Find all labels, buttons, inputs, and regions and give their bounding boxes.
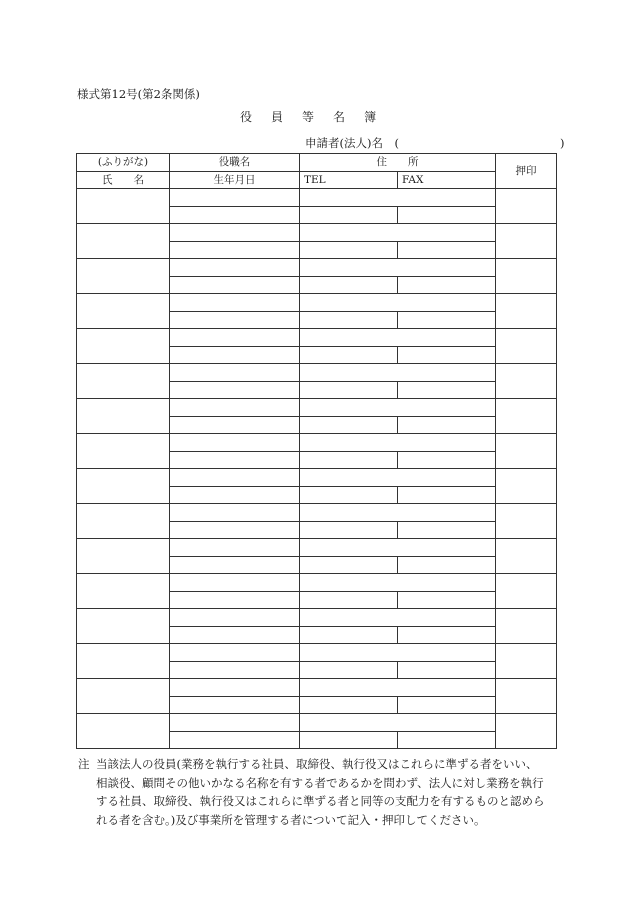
birthdate-cell[interactable]	[170, 486, 300, 504]
address-cell[interactable]	[300, 609, 496, 627]
document-title	[240, 108, 395, 125]
address-cell[interactable]	[300, 294, 496, 312]
header-name: 氏 名	[77, 171, 170, 189]
address-cell[interactable]	[300, 679, 496, 697]
fax-cell[interactable]	[398, 241, 496, 259]
birthdate-cell[interactable]	[170, 626, 300, 644]
officer-roster-table	[76, 153, 557, 749]
fax-cell[interactable]	[398, 731, 496, 749]
tel-cell[interactable]	[300, 241, 398, 259]
position-cell[interactable]	[170, 574, 300, 592]
tel-cell[interactable]	[300, 276, 398, 294]
birthdate-cell[interactable]	[170, 591, 300, 609]
address-cell[interactable]	[300, 644, 496, 662]
seal-cell[interactable]	[496, 259, 557, 294]
footnote-line: れる者を含む。)及び事業所を管理する者について記入・押印してください。	[96, 812, 486, 827]
fax-cell[interactable]	[398, 276, 496, 294]
position-cell[interactable]	[170, 294, 300, 312]
position-cell[interactable]	[170, 259, 300, 277]
fax-cell[interactable]	[398, 416, 496, 434]
fax-cell[interactable]	[398, 486, 496, 504]
seal-cell[interactable]	[496, 644, 557, 679]
fax-cell[interactable]	[398, 556, 496, 574]
birthdate-cell[interactable]	[170, 521, 300, 539]
footnote-line: 相談役、顧問その他いかなる名称を有する者であるかを問わず、法人に対し業務を執行	[96, 775, 544, 790]
fax-cell[interactable]	[398, 346, 496, 364]
furigana-name-cell[interactable]	[77, 469, 170, 504]
header-furigana: (ふりがな)	[77, 154, 170, 172]
birthdate-cell[interactable]	[170, 731, 300, 749]
birthdate-cell[interactable]	[170, 241, 300, 259]
fax-cell[interactable]	[398, 626, 496, 644]
fax-cell[interactable]	[398, 591, 496, 609]
table-row	[77, 504, 557, 522]
tel-cell[interactable]	[300, 661, 398, 679]
birthdate-cell[interactable]	[170, 451, 300, 469]
footnote-line: する社員、取締役、執行役又はこれらに準ずる者と同等の支配力を有するものと認めら	[96, 794, 545, 808]
form-number: 様式第12号(第2条関係)	[77, 87, 200, 101]
title-char: 名	[333, 110, 346, 124]
furigana-name-cell[interactable]	[77, 434, 170, 469]
seal-cell[interactable]	[496, 364, 557, 399]
table-row	[77, 364, 557, 382]
position-cell[interactable]	[170, 504, 300, 522]
furigana-name-cell[interactable]	[77, 574, 170, 609]
table-row	[77, 609, 557, 627]
birthdate-cell[interactable]	[170, 556, 300, 574]
fax-cell[interactable]	[398, 381, 496, 399]
tel-cell[interactable]	[300, 416, 398, 434]
title-char: 役	[240, 110, 253, 124]
furigana-name-cell[interactable]	[77, 259, 170, 294]
table-row	[77, 294, 557, 312]
address-cell[interactable]	[300, 364, 496, 382]
position-cell[interactable]	[170, 469, 300, 487]
tel-cell[interactable]	[300, 591, 398, 609]
tel-cell[interactable]	[300, 626, 398, 644]
tel-cell[interactable]	[300, 311, 398, 329]
address-cell[interactable]	[300, 224, 496, 242]
position-cell[interactable]	[170, 329, 300, 347]
table-row	[77, 434, 557, 452]
address-cell[interactable]	[300, 539, 496, 557]
table-row	[77, 469, 557, 487]
furigana-name-cell[interactable]	[77, 399, 170, 434]
footnote-mark: 注	[78, 757, 90, 771]
header-seal: 押印	[496, 154, 557, 189]
furigana-name-cell[interactable]	[77, 364, 170, 399]
address-cell[interactable]	[300, 399, 496, 417]
header-address: 住 所	[300, 154, 496, 172]
table-row	[77, 329, 557, 347]
fax-cell[interactable]	[398, 206, 496, 224]
address-cell[interactable]	[300, 329, 496, 347]
header-row-1	[77, 154, 557, 172]
fax-cell[interactable]	[398, 661, 496, 679]
address-cell[interactable]	[300, 189, 496, 207]
address-cell[interactable]	[300, 574, 496, 592]
tel-cell[interactable]	[300, 731, 398, 749]
applicant-name-field[interactable]: 申請者(法人)名 ( )	[305, 136, 565, 150]
birthdate-cell[interactable]	[170, 206, 300, 224]
fax-cell[interactable]	[398, 451, 496, 469]
header-position: 役職名	[170, 154, 300, 172]
address-cell[interactable]	[300, 469, 496, 487]
position-cell[interactable]	[170, 609, 300, 627]
position-cell[interactable]	[170, 644, 300, 662]
seal-cell[interactable]	[496, 329, 557, 364]
tel-cell[interactable]	[300, 346, 398, 364]
table-row	[77, 259, 557, 277]
seal-cell[interactable]	[496, 434, 557, 469]
seal-cell[interactable]	[496, 294, 557, 329]
footnote-line: 当該法人の役員(業務を執行する社員、取締役、執行役又はこれらに準ずる者をいい、	[96, 757, 538, 771]
tel-cell[interactable]	[300, 556, 398, 574]
furigana-name-cell[interactable]	[77, 224, 170, 259]
header-tel: TEL	[300, 171, 398, 189]
table-row	[77, 224, 557, 242]
furigana-name-cell[interactable]	[77, 329, 170, 364]
birthdate-cell[interactable]	[170, 416, 300, 434]
table-row	[77, 399, 557, 417]
tel-cell[interactable]	[300, 451, 398, 469]
seal-cell[interactable]	[496, 539, 557, 574]
header-fax: FAX	[398, 171, 496, 189]
position-cell[interactable]	[170, 224, 300, 242]
seal-cell[interactable]	[496, 574, 557, 609]
address-cell[interactable]	[300, 259, 496, 277]
table-row	[77, 189, 557, 207]
position-cell[interactable]	[170, 679, 300, 697]
address-cell[interactable]	[300, 434, 496, 452]
position-cell[interactable]	[170, 539, 300, 557]
furigana-name-cell[interactable]	[77, 294, 170, 329]
birthdate-cell[interactable]	[170, 311, 300, 329]
furigana-name-cell[interactable]	[77, 189, 170, 224]
birthdate-cell[interactable]	[170, 661, 300, 679]
seal-cell[interactable]	[496, 399, 557, 434]
title-char: 等	[302, 110, 315, 124]
tel-cell[interactable]	[300, 486, 398, 504]
seal-cell[interactable]	[496, 504, 557, 539]
furigana-name-cell[interactable]	[77, 609, 170, 644]
address-cell[interactable]	[300, 714, 496, 732]
table-row	[77, 714, 557, 732]
furigana-name-cell[interactable]	[77, 714, 170, 749]
position-cell[interactable]	[170, 399, 300, 417]
fax-cell[interactable]	[398, 696, 496, 714]
table-row	[77, 539, 557, 557]
header-row-2	[77, 171, 557, 189]
birthdate-cell[interactable]	[170, 696, 300, 714]
position-cell[interactable]	[170, 434, 300, 452]
birthdate-cell[interactable]	[170, 346, 300, 364]
position-cell[interactable]	[170, 714, 300, 732]
fax-cell[interactable]	[398, 311, 496, 329]
seal-cell[interactable]	[496, 189, 557, 224]
footnote	[78, 755, 564, 829]
header-birthdate: 生年月日	[170, 171, 300, 189]
fax-cell[interactable]	[398, 521, 496, 539]
furigana-name-cell[interactable]	[77, 504, 170, 539]
tel-cell[interactable]	[300, 696, 398, 714]
seal-cell[interactable]	[496, 714, 557, 749]
footnote-body	[96, 755, 564, 829]
birthdate-cell[interactable]	[170, 276, 300, 294]
furigana-name-cell[interactable]	[77, 644, 170, 679]
tel-cell[interactable]	[300, 521, 398, 539]
seal-cell[interactable]	[496, 224, 557, 259]
position-cell[interactable]	[170, 189, 300, 207]
table-row	[77, 679, 557, 697]
position-cell[interactable]	[170, 364, 300, 382]
title-char: 員	[271, 110, 284, 124]
title-char: 簿	[364, 110, 377, 124]
seal-cell[interactable]	[496, 679, 557, 714]
birthdate-cell[interactable]	[170, 381, 300, 399]
tel-cell[interactable]	[300, 206, 398, 224]
furigana-name-cell[interactable]	[77, 539, 170, 574]
tel-cell[interactable]	[300, 381, 398, 399]
furigana-name-cell[interactable]	[77, 679, 170, 714]
seal-cell[interactable]	[496, 609, 557, 644]
table-row	[77, 644, 557, 662]
table-row	[77, 574, 557, 592]
seal-cell[interactable]	[496, 469, 557, 504]
address-cell[interactable]	[300, 504, 496, 522]
